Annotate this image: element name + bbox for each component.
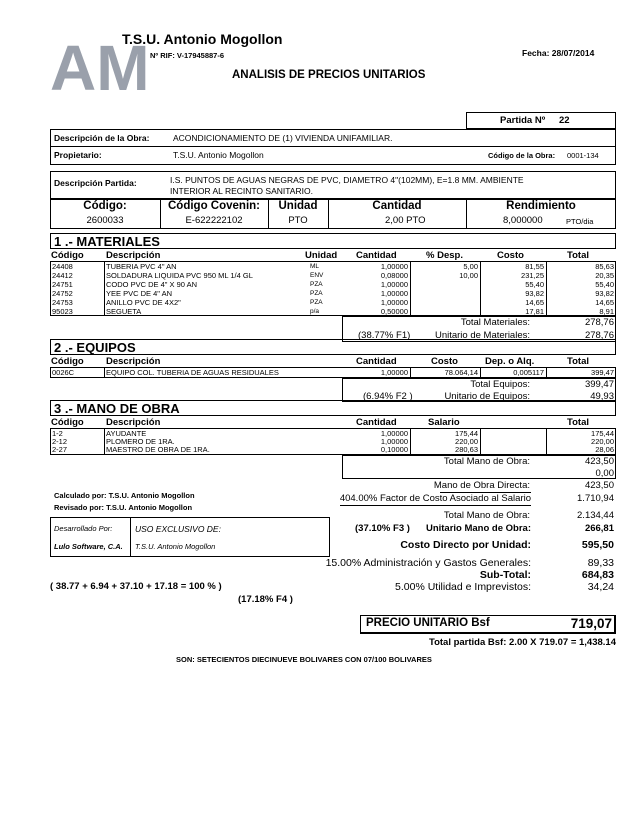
table-row-qty: 1,00000 xyxy=(380,368,408,377)
table-row-cost: 81,55 xyxy=(525,262,544,271)
mo-col-total: Total xyxy=(567,417,589,428)
desc-partida-line1: I.S. PUNTOS DE AGUAS NEGRAS DE PVC, DIAMETRO 4"(102MM), E=1.8 MM. AMBIENTE xyxy=(170,175,524,185)
table-row-dep: 0,005117 xyxy=(513,368,544,377)
table-row-desp: 10,00 xyxy=(459,271,478,280)
total-mano2-label: Total Mano de Obra: xyxy=(443,510,530,521)
table-row-code: 24751 xyxy=(52,280,73,289)
table-row-qty: 0,10000 xyxy=(380,445,408,454)
grid-line xyxy=(546,261,547,316)
table-row-qty: 1,00000 xyxy=(380,298,408,307)
table-row-total: 85,63 xyxy=(595,262,614,271)
table-row-total: 93,82 xyxy=(595,289,614,298)
cantidad-header: Cantidad xyxy=(372,200,422,212)
total-mano-value: 423,50 xyxy=(584,456,614,467)
mat-col-desc: Descripción xyxy=(106,250,161,261)
total-equipos-label: Total Equipos: xyxy=(470,379,530,390)
table-row-code: 2-27 xyxy=(52,445,68,454)
rendimiento-value: 8,000000 xyxy=(503,215,543,226)
unitario-mano-value: 266,81 xyxy=(584,523,614,534)
mat-col-cantidad: Cantidad xyxy=(356,250,397,261)
table-row-desc: EQUIPO COL. TUBERIA DE AGUAS RESIDUALES xyxy=(106,368,279,377)
unitario-materiales-value: 278,76 xyxy=(584,330,614,341)
mat-col-unidad: Unidad xyxy=(305,250,338,261)
table-row-unit: PZA xyxy=(310,290,323,297)
unidad-header: Unidad xyxy=(278,200,318,212)
divider xyxy=(50,146,616,147)
grid-line xyxy=(410,367,411,378)
eq-col-dep: Dep. o Alq. xyxy=(485,356,535,367)
partida-number: 22 xyxy=(559,115,570,126)
propietario-label: Propietario: xyxy=(54,150,102,160)
grid-line xyxy=(480,428,481,455)
table-row-desc: PLOMERO DE 1RA. xyxy=(106,437,175,446)
table-row-desc: SOLDADURA LIQUIDA PVC 950 ML 1/4 GL xyxy=(106,271,253,280)
total-mano-label: Total Mano de Obra: xyxy=(443,456,530,467)
table-row-code: 95023 xyxy=(52,307,73,316)
table-row-cost: 231,25 xyxy=(521,271,544,280)
table-row-code: 24752 xyxy=(52,289,73,298)
table-row-qty: 1,00000 xyxy=(380,262,408,271)
son-text: SON: SETECIENTOS DIECINUEVE BOLIVARES CON 07/100 BOLIVARES xyxy=(176,655,432,664)
table-row-total: 14,65 xyxy=(595,298,614,307)
precio-unitario-label: PRECIO UNITARIO Bsf xyxy=(366,617,490,629)
table-row-total: 8,91 xyxy=(599,307,614,316)
covenin-value: E-622222102 xyxy=(185,215,243,226)
total-partida: Total partida Bsf: 2.00 X 719.07 = 1,438.14 xyxy=(428,637,616,648)
codigo-value: 2600033 xyxy=(86,215,124,226)
unitario-mano-label: Unitario Mano de Obra: xyxy=(425,523,531,534)
codigo-obra-label: Código de la Obra: xyxy=(488,151,556,160)
rendimiento-header: Rendimiento xyxy=(506,200,576,212)
grid-line xyxy=(130,517,131,557)
costo-directo-label: Costo Directo por Unidad: xyxy=(400,539,531,551)
utilidad-label: 5.00% Utilidad e Imprevistos: xyxy=(395,581,531,593)
table-row-qty: 0,50000 xyxy=(380,307,408,316)
factor-costo-value: 1.710,94 xyxy=(577,493,614,504)
table-row-qty: 1,00000 xyxy=(380,289,408,298)
grid-line xyxy=(546,367,547,378)
mat-col-costo: Costo xyxy=(497,250,524,261)
obra-desc-label: Descripción de la Obra: xyxy=(54,133,150,143)
eq-col-desc: Descripción xyxy=(106,356,161,367)
mat-col-total: Total xyxy=(567,250,589,261)
table-row-code: 24753 xyxy=(52,298,73,307)
obra-desc-value: ACONDICIONAMIENTO DE (1) VIVIENDA UNIFAMILIAR. xyxy=(173,133,393,143)
software-name: Lulo Software, C.A. xyxy=(54,542,123,551)
table-row-cost: 93,82 xyxy=(525,289,544,298)
company-name: T.S.U. Antonio Mogollon xyxy=(122,31,283,47)
grid-line xyxy=(410,428,411,455)
table-row-desc: CODO PVC DE 4" X 90 AN xyxy=(106,280,198,289)
table-row-code: 1-2 xyxy=(52,429,63,438)
table-row-total: 399,47 xyxy=(591,368,614,377)
table-row-desc: SEGUETA xyxy=(106,307,142,316)
eq-col-costo: Costo xyxy=(431,356,458,367)
total-materiales-label: Total Materiales: xyxy=(460,317,530,328)
table-row-qty: 1,00000 xyxy=(380,437,408,446)
table-row-code: 2-12 xyxy=(52,437,68,446)
table-row-qty: 1,00000 xyxy=(380,280,408,289)
table-row-total: 220,00 xyxy=(591,437,614,446)
company-logo xyxy=(50,28,150,104)
revisado-por: Revisado por: T.S.U. Antonio Mogollon xyxy=(54,503,193,512)
table-row-qty: 0,08000 xyxy=(380,271,408,280)
grid-line xyxy=(480,261,481,316)
software-box xyxy=(50,517,330,557)
precio-unitario-value: 719,07 xyxy=(570,616,612,631)
table-row-desc: MAESTRO DE OBRA DE 1RA. xyxy=(106,445,210,454)
grid-line xyxy=(546,428,547,455)
table-row-cost: 55,40 xyxy=(525,280,544,289)
costo-directo-value: 595,50 xyxy=(581,539,614,551)
f1-label: (38.77% F1) xyxy=(358,330,411,341)
grid-line xyxy=(410,261,411,316)
mo-col-desc: Descripción xyxy=(106,417,161,428)
eq-col-total: Total xyxy=(567,356,589,367)
mano-zero-value: 0,00 xyxy=(595,468,614,479)
table-row-qty: 1,00000 xyxy=(380,429,408,438)
equipos-title: 2 .- EQUIPOS xyxy=(54,340,136,355)
total-mano2-value: 2.134,44 xyxy=(577,510,614,521)
table-row-desp: 5,00 xyxy=(463,262,478,271)
table-row-desc: TUBERIA PVC 4" AN xyxy=(106,262,177,271)
table-row-unit: p/a xyxy=(310,308,320,315)
grid-line xyxy=(480,367,481,378)
underline xyxy=(340,505,531,506)
desarrollado-label: Desarrollado Por: xyxy=(54,524,113,533)
grid-line xyxy=(104,261,105,316)
subtotal-value: 684,83 xyxy=(581,569,614,581)
table-row-code: 24408 xyxy=(52,262,73,271)
grid-line xyxy=(104,367,105,378)
table-row-total: 28,06 xyxy=(595,445,614,454)
mat-col-desp: % Desp. xyxy=(426,250,463,261)
table-row-unit: ML xyxy=(310,263,320,270)
table-row-unit: PZA xyxy=(310,299,323,306)
fecha: Fecha: 28/07/2014 xyxy=(522,48,595,58)
unitario-materiales-label: Unitario de Materiales: xyxy=(434,330,530,341)
grid-line xyxy=(104,428,105,455)
f2-label: (6.94% F2 ) xyxy=(363,391,413,402)
rendimiento-unit: PTO/dia xyxy=(566,217,594,226)
admin-label: 15.00% Administración y Gastos Generales: xyxy=(325,557,531,569)
factor-costo-label: 404.00% Factor de Costo Asociado al Salario xyxy=(339,493,531,504)
table-row-total: 55,40 xyxy=(595,280,614,289)
mo-col-salario: Salario xyxy=(428,417,460,428)
rif: Nº RIF: V-17945887-6 xyxy=(150,51,225,60)
unitario-equipos-label: Unitario de Equipos: xyxy=(444,391,530,402)
percent-formula: ( 38.77 + 6.94 + 37.10 + 17.18 = 100 % ) xyxy=(50,581,222,592)
table-row-desc: ANILLO PVC DE 4X2" xyxy=(106,298,181,307)
propietario-value: T.S.U. Antonio Mogollon xyxy=(173,150,264,160)
calculado-por: Calculado por: T.S.U. Antonio Mogollon xyxy=(54,491,195,500)
subtotal-label: Sub-Total: xyxy=(479,569,531,581)
table-row-code: 0026C xyxy=(52,368,75,377)
logo-text: AM xyxy=(50,32,150,104)
page-title: ANALISIS DE PRECIOS UNITARIOS xyxy=(232,69,426,81)
table-row-unit: PZA xyxy=(310,281,323,288)
table-row-desc: YEE PVC DE 4" AN xyxy=(106,289,173,298)
f4-label: (17.18% F4 ) xyxy=(238,594,293,605)
admin-value: 89,33 xyxy=(587,557,614,569)
table-row-cost: 17,81 xyxy=(525,307,544,316)
table-row-cost: 78.064,14 xyxy=(444,368,478,377)
cantidad-value: 2,00 PTO xyxy=(385,215,426,226)
total-materiales-value: 278,76 xyxy=(584,317,614,328)
uso-exclusivo: USO EXCLUSIVO DE: xyxy=(135,524,221,534)
eq-col-cantidad: Cantidad xyxy=(356,356,397,367)
unidad-value: PTO xyxy=(288,215,308,226)
mano-title: 3 .- MANO DE OBRA xyxy=(54,401,180,416)
partida-label: Partida Nº xyxy=(500,115,546,126)
table-row-desc: AYUDANTE xyxy=(106,429,147,438)
table-row-salary: 175,44 xyxy=(455,429,478,438)
eq-col-codigo: Código xyxy=(51,356,84,367)
f3-label: (37.10% F3 ) xyxy=(355,523,410,534)
mat-col-codigo: Código xyxy=(51,250,84,261)
desc-partida-line2: INTERIOR AL RECINTO SANITARIO. xyxy=(170,186,313,196)
mano-directa-value: 423,50 xyxy=(584,480,614,491)
mo-col-cantidad: Cantidad xyxy=(356,417,397,428)
covenin-header: Código Covenin: xyxy=(168,200,260,212)
mo-col-codigo: Código xyxy=(51,417,84,428)
table-row-code: 24412 xyxy=(52,271,73,280)
table-row-salary: 280,63 xyxy=(455,445,478,454)
software-owner: T.S.U. Antonio Mogollon xyxy=(135,542,216,551)
codigo-header: Código: xyxy=(83,200,127,212)
mano-directa-label: Mano de Obra Directa: xyxy=(433,480,530,491)
table-row-total: 175,44 xyxy=(591,429,614,438)
utilidad-value: 34,24 xyxy=(587,581,614,593)
desc-partida-label: Descripción Partida: xyxy=(54,178,137,188)
table-row-cost: 14,65 xyxy=(525,298,544,307)
table-row-total: 20,35 xyxy=(595,271,614,280)
unitario-equipos-value: 49,93 xyxy=(590,391,614,402)
codigo-obra-value: 0001-134 xyxy=(567,151,599,160)
table-row-unit: ENV xyxy=(310,272,324,279)
total-equipos-value: 399,47 xyxy=(584,379,614,390)
table-row-salary: 220,00 xyxy=(455,437,478,446)
materiales-title: 1 .- MATERIALES xyxy=(54,234,160,249)
